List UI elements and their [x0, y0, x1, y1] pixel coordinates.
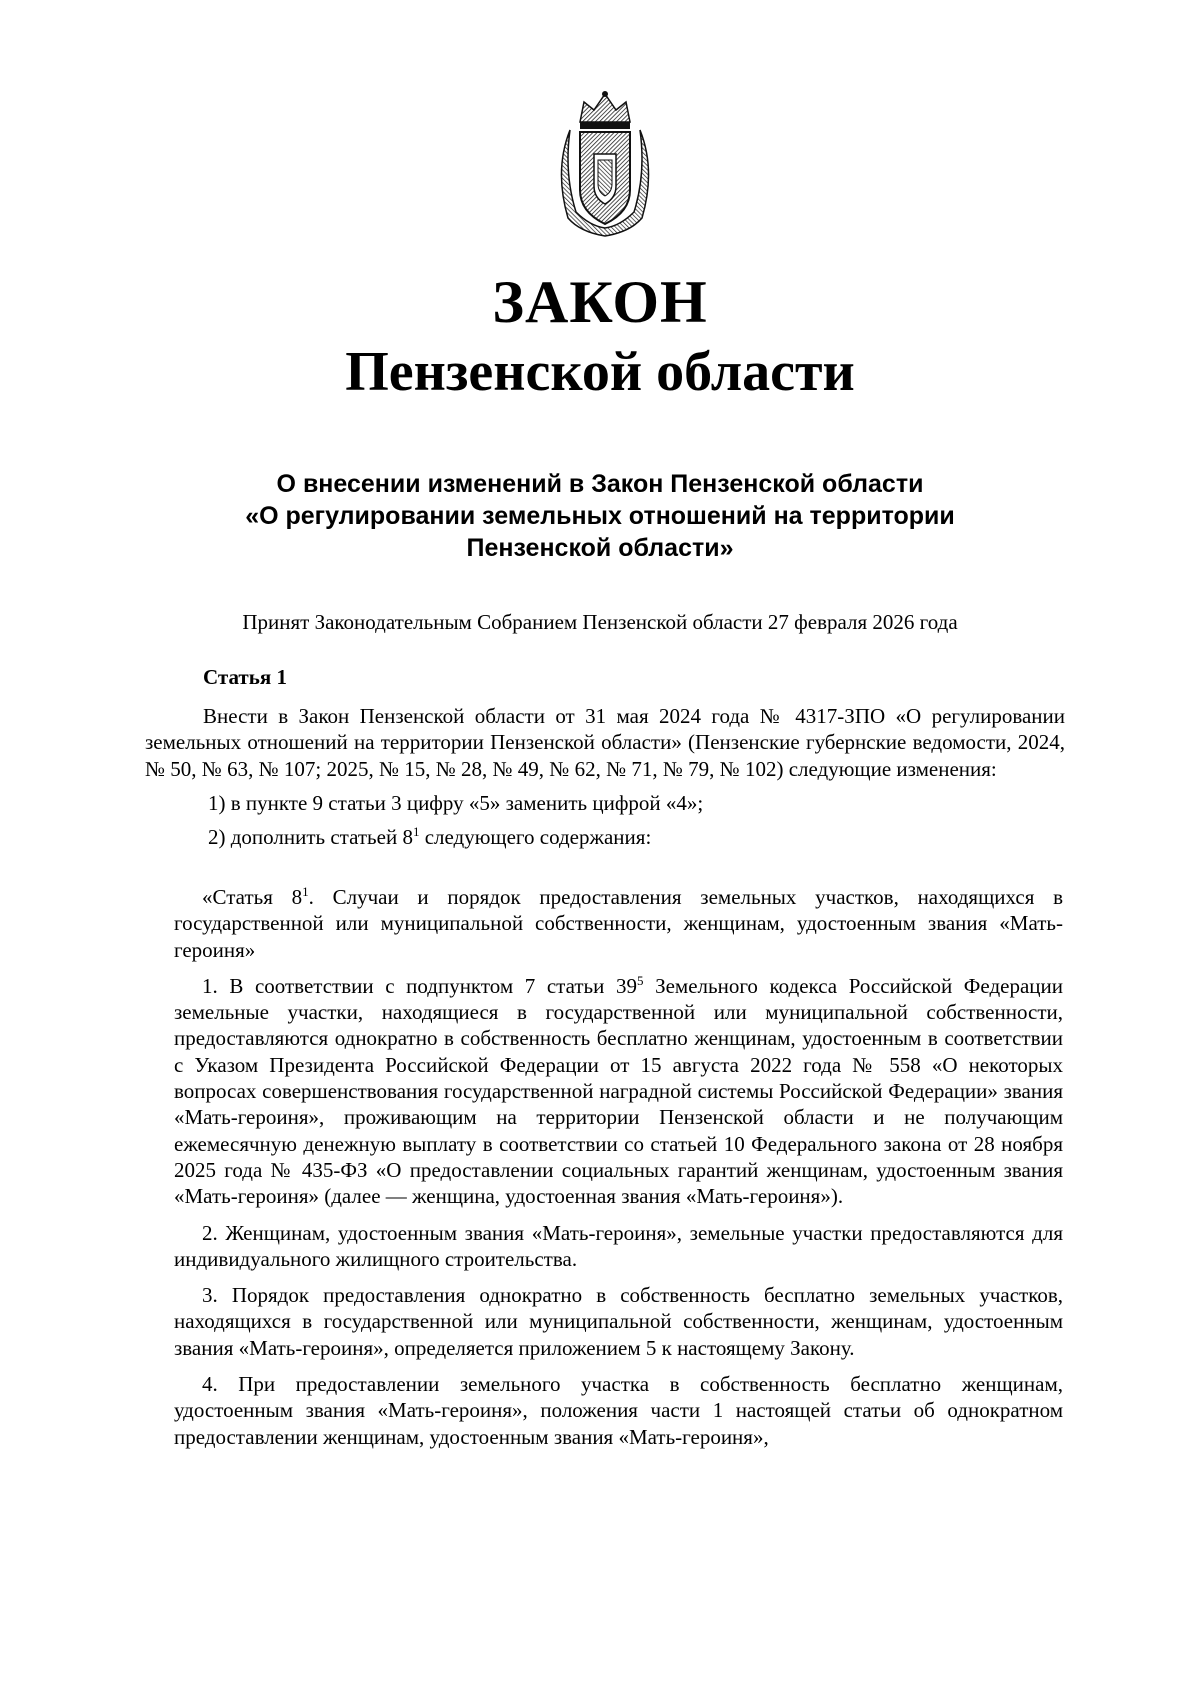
- heading-line-1: О внесении изменений в Закон Пензенской области: [276, 470, 924, 498]
- new-article-part-1: [174, 973, 1063, 1210]
- article-1-title: Статья 1: [203, 665, 287, 689]
- law-title: ЗАКОН: [492, 269, 708, 335]
- part-1-sup: 5: [636, 972, 644, 988]
- article-1-body: [145, 703, 1065, 850]
- new-article-8-1: [174, 884, 1063, 1460]
- amendment-item-1: 1) в пункте 9 статьи 3 цифру «5» заменить цифрой «4»;: [208, 790, 704, 815]
- new-article-title-suffix: . Случаи и порядок предоставления земельных участков, находящихся в государственной или муниципальной собственности, женщинам, удостоенным звания «Мать-героиня»: [174, 885, 1063, 962]
- new-article-title: [174, 884, 1063, 963]
- new-article-part-4: 4. При предоставлении земельного участка в собственность бесплатно женщинам, удостоенным звания «Мать-героиня», положения части 1 настоящей статьи об однократном предоставлении женщинам, удостоенным звания «Мать-героиня»,: [174, 1372, 1063, 1449]
- new-article-part-2: 2. Женщинам, удостоенным звания «Мать-героиня», земельные участки предоставляются для индивидуального жилищного строительства.: [174, 1220, 1063, 1271]
- article-1-intro: Внести в Закон Пензенской области от 31 мая 2024 года № 4317-ЗПО «О регулировании земельных отношений на территории Пензенской области» (Пензенские губернские ведомости, 2024, № 50, № 63, № 107; 2025, № 15, № 28, № 49, № 62, № 71, № 79, № 102) следующие изменения:: [145, 704, 1065, 781]
- new-article-part-3: 3. Порядок предоставления однократно в собственность бесплатно земельных участков, находящихся в государственной или муниципальной собственности, женщинам, удостоенным звания «Мать-героиня», определяется приложением 5 к настоящему Закону.: [174, 1283, 1063, 1360]
- new-article-title-prefix: «Статья 8: [202, 885, 303, 909]
- new-article-title-sup: 1: [302, 884, 309, 899]
- amendment-item-2: [145, 824, 1065, 850]
- adoption-note: Принят Законодательным Собранием Пензенской области 27 февраля 2026 года: [242, 610, 958, 634]
- heading-line-2: «О регулировании земельных отношений на территории: [245, 502, 955, 530]
- penza-coat-of-arms-icon: [550, 90, 660, 240]
- part-1-prefix: 1. В соответствии с подпунктом 7 статьи 39: [202, 973, 637, 998]
- amendment-item-2-prefix: 2) дополнить статьей 8: [208, 825, 413, 850]
- document-heading: [150, 468, 1050, 564]
- heading-line-3: Пензенской области»: [466, 534, 734, 562]
- amendment-item-2-suffix: следующего содержания:: [419, 825, 652, 850]
- law-region: Пензенской области: [345, 341, 855, 403]
- part-1-suffix: Земельного кодекса Российской Федерации земельные участки, находящиеся в государственной или муниципальной собственности, предоставляются однократно в собственность бесплатно женщинам, удостоенным в соответствии с Указом Президента Российской Федерации от 15 августа 2022 года № 558 «О некоторых вопросах совершенствования государственной наградной системы Российской Федерации» звания «Мать-героиня», проживающим на территории Пензенской области и не получающим ежемесячную денежную выплату в соответствии со статьей 10 Федерального закона от 28 ноября 2025 года № 435-ФЗ «О предоставлении социальных гарантий женщинам, удостоенным звания «Мать-героиня» (далее — женщина, удостоенная звания «Мать-героиня»).: [174, 973, 1063, 1209]
- amendment-item-2-sup: 1: [412, 824, 420, 840]
